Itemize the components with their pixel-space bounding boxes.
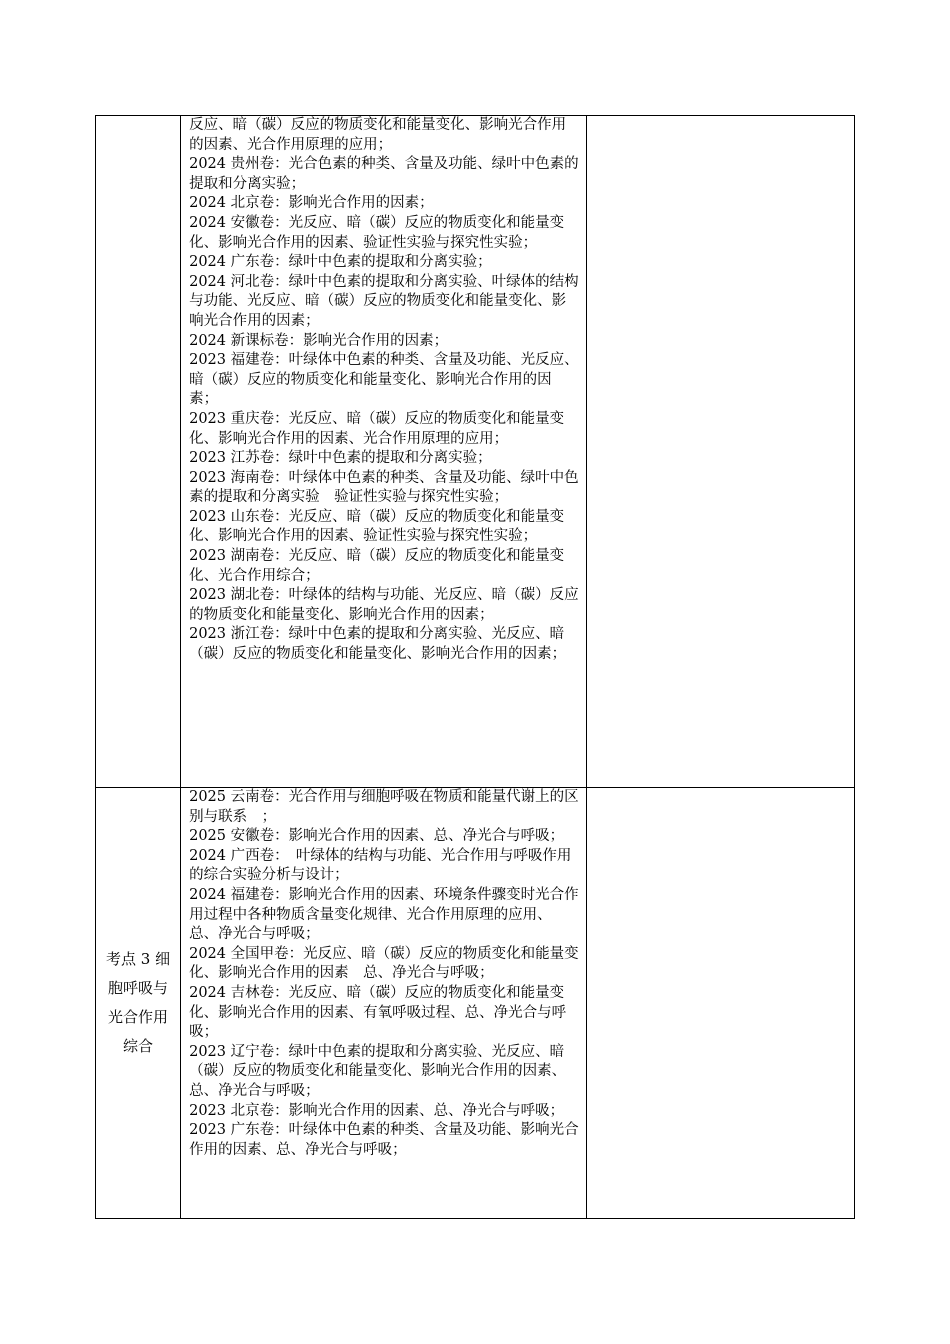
topic-label: 考点 3 细胞呼吸与光合作用综合 [106, 950, 171, 1055]
exam-entry: 2023 广东卷：叶绿体中色素的种类、含量及功能、影响光合作用的因素、总、净光合与呼吸； [189, 1122, 579, 1158]
exam-entry: 2023 北京卷：影响光合作用的因素、总、净光合与呼吸； [189, 1102, 565, 1119]
exam-entry: 2024 全国甲卷：光反应、暗（碳）反应的物质变化和能量变化、影响光合作用的因素 总、净光合与呼吸； [189, 945, 579, 982]
exam-entry: 2023 辽宁卷：绿叶中色素的提取和分离实验、光反应、暗（碳）反应的物质变化和能量变化、影响光合作用的因素、总、净光合与呼吸； [189, 1043, 567, 1099]
entries-clip [189, 116, 580, 787]
exam-list-cell [181, 788, 587, 1219]
exam-entry: 2024 贵州卷：光合色素的种类、含量及功能、绿叶中色素的提取和分离实验； [189, 156, 579, 192]
exam-list-cell [181, 116, 587, 788]
table-row [96, 116, 855, 788]
exam-entry-list [189, 788, 580, 1160]
exam-entry: 2023 山东卷：光反应、暗（碳）反应的物质变化和能量变化、影响光合作用的因素、验证性实验与探究性实验； [189, 508, 565, 545]
exam-entry: 2024 安徽卷：光反应、暗（碳）反应的物质变化和能量变化、影响光合作用的因素、验证性实验与探究性实验； [189, 214, 565, 251]
exam-entry: 2024 新课标卷：影响光合作用的因素； [189, 332, 449, 349]
topic-cell [96, 116, 181, 788]
exam-entry: 2023 福建卷：叶绿体中色素的种类、含量及功能、光反应、暗（碳）反应的物质变化和能量变化、影响光合作用的因素； [189, 352, 579, 408]
exam-entry: 2024 吉林卷：光反应、暗（碳）反应的物质变化和能量变化、影响光合作用的因素、有氧呼吸过程、总、净光合与呼吸； [189, 984, 567, 1041]
exam-entry: 2023 浙江卷：绿叶中色素的提取和分离实验、光反应、暗（碳）反应的物质变化和能量变化、影响光合作用的因素； [189, 626, 567, 663]
table-body [96, 116, 855, 1219]
exam-entry: 2023 湖北卷：叶绿体的结构与功能、光反应、暗（碳）反应的物质变化和能量变化、影响光合作用的因素； [189, 587, 579, 623]
exam-entry: 2023 海南卷：叶绿体中色素的种类、含量及功能、绿叶中色素的提取和分离实验 验证性实验与探究性实验； [189, 469, 579, 506]
exam-entry: 2023 湖南卷：光反应、暗（碳）反应的物质变化和能量变化、光合作用综合； [189, 548, 565, 584]
exam-entry: 2024 广西卷： 叶绿体的结构与功能、光合作用与呼吸作用的综合实验分析与设计； [189, 847, 572, 884]
exam-entry: 2025 安徽卷：影响光合作用的因素、总、净光合与呼吸； [189, 828, 565, 845]
exam-entry: 2023 重庆卷：光反应、暗（碳）反应的物质变化和能量变化、影响光合作用的因素、光合作用原理的应用； [189, 410, 565, 447]
table-row [96, 788, 855, 1219]
exam-entry-list [189, 116, 580, 665]
exam-entry: 反应、暗（碳）反应的物质变化和能量变化、影响光合作用的因素、光合作用原理的应用； [189, 117, 567, 153]
exam-entry: 2024 福建卷：影响光合作用的因素、环境条件骤变时光合作用过程中各种物质含量变化规律、光合作用原理的应用、总、净光合与呼吸； [189, 886, 579, 943]
exam-entry: 2023 江苏卷：绿叶中色素的提取和分离实验； [189, 450, 492, 467]
exam-entry: 2025 云南卷：光合作用与细胞呼吸在物质和能量代谢上的区别与联系 ； [189, 789, 579, 825]
exam-topic-table [95, 115, 855, 1219]
exam-entry: 2024 北京卷：影响光合作用的因素； [189, 195, 434, 212]
exam-entry: 2024 广东卷：绿叶中色素的提取和分离实验； [189, 254, 492, 271]
exam-entry: 2024 河北卷：绿叶中色素的提取和分离实验、叶绿体的结构与功能、光反应、暗（碳）反应的物质变化和能量变化、影响光合作用的因素； [189, 273, 579, 329]
notes-cell [586, 788, 854, 1219]
notes-cell [586, 116, 854, 788]
topic-cell [96, 788, 181, 1219]
